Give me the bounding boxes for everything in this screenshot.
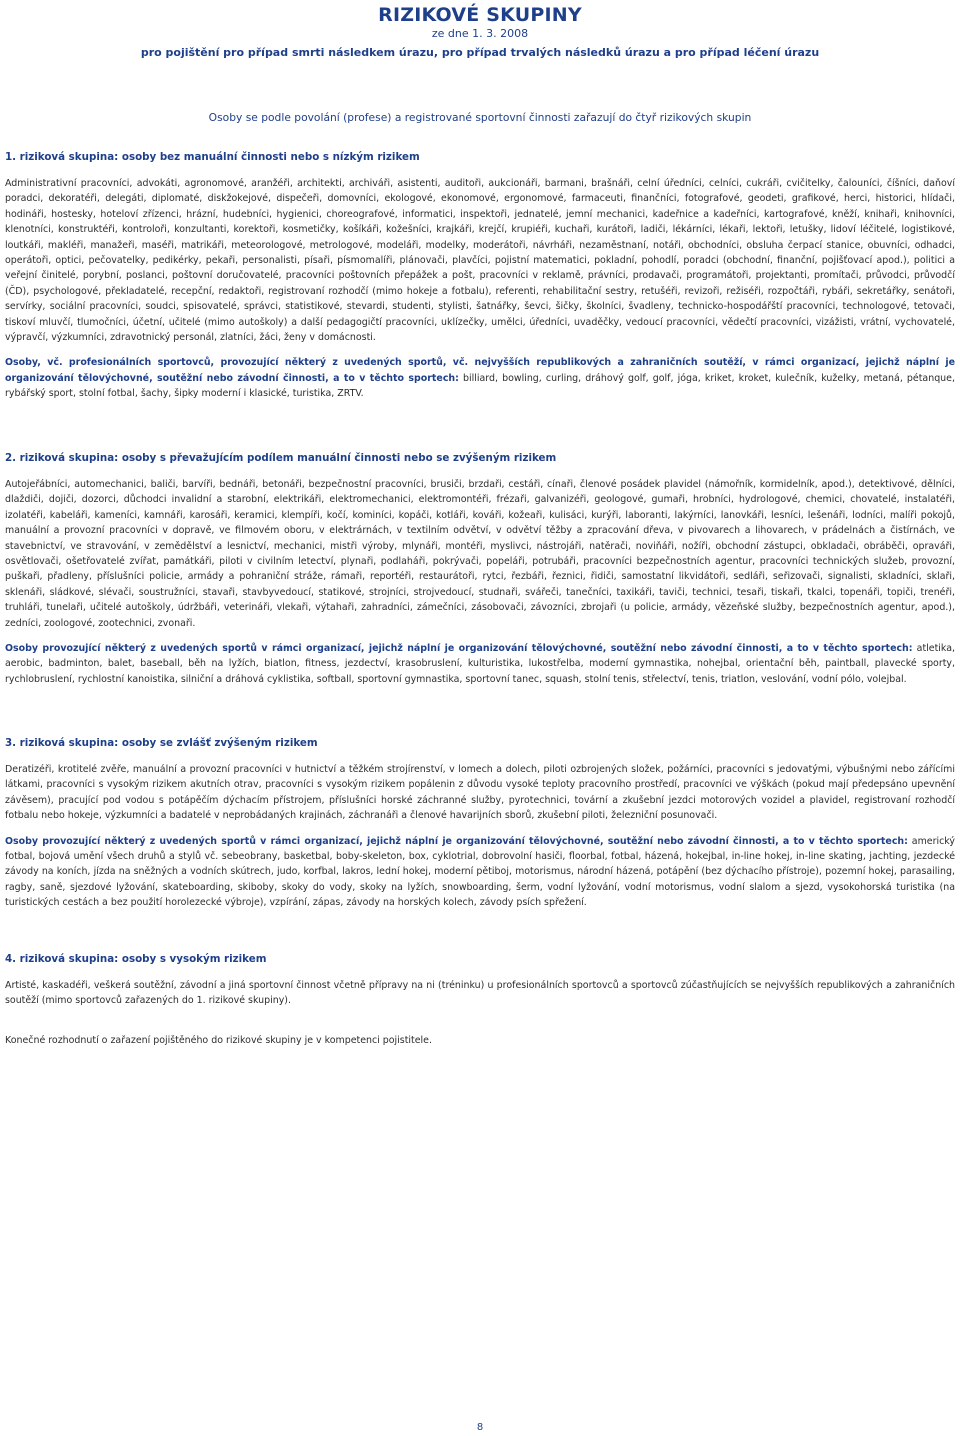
risk-group-3-sports-intro: Osoby provozující některý z uvedených sportů v rámci organizací, jejichž náplní je organizování tělovýchovné, soutěžní nebo závodní činnosti, a to v těchto sportech: bbox=[5, 835, 908, 847]
risk-group-2-sports-list: atletika, aerobic, badminton, balet, baseball, běh na lyžích, biatlon, fitness, jezdectví, krasobruslení, kulturistika, lukostřelba, moderní gymnastika, nohejbal, orientační běh, paintball, plavecké sporty, rychlobruslení, rychlostní kanoistika, silniční a dráhová cyklistika, softball, sportovní gymnastika, sportovní tanec, squash, stolní tenis, střelectví, tenis, triatlon, veslování, vodní pólo, volejbal. bbox=[5, 643, 955, 685]
risk-group-3-sports bbox=[5, 834, 955, 911]
risk-group-2 bbox=[5, 451, 955, 687]
risk-group-4-text: Artisté, kaskadéři, veškerá soutěžní, závodní a jiná sportovní činnost včetně přípravy na ni (tréninku) u profesionálních sportovců a sportovců zúčastňujících se nejvyšších republikových a zahraničních soutěží (mimo sportovců zařazených do 1. rizikové skupiny). bbox=[5, 980, 955, 1007]
risk-group-2-sports-intro: Osoby provozující některý z uvedených sportů v rámci organizací, jejichž náplní je organizování tělovýchovné, soutěžní nebo závodní činnosti, a to v těchto sportech: bbox=[5, 643, 913, 655]
footer-note: Konečné rozhodnutí o zařazení pojištěného do rizikové skupiny je v kompetenci pojistitele. bbox=[5, 1035, 432, 1046]
intro-text: Osoby se podle povolání (profese) a registrované sportovní činnosti zařazují do čtyř rizikových skupin bbox=[208, 111, 752, 124]
risk-group-1-sports bbox=[5, 355, 955, 401]
risk-group-3 bbox=[5, 736, 955, 911]
risk-group-1 bbox=[5, 150, 955, 402]
risk-group-1-occupations: Administrativní pracovníci, advokáti, agronomové, aranžéři, architekti, archiváři, asistenti, auditoři, aukcionáři, barmani, brašnáři, celní úředníci, celníci, cukráři, cvičitelky, čalouníci, číšníci, daňoví poradci, dekoratéři, delegáti, diplomaté, diskžokejové, dispečeři, domovníci, ekologové, ekonomové, ergonomové, farmaceuti, finančníci, fotografové, geodeti, grafikové, herci, historici, hlídači, hodináři, hostesky, hoteloví zřízenci, hrázní, hudebníci, hygienici, choreografové, informatici, inspektoři, jednatelé, jemní mechanici, kadeřnice a kadeřníci, kartografové, kněží, knihaři, knihovníci, klenotníci, konstruktéři, kontroloři, konzultanti, korektoři, kosmetičky, košíkáři, kožešníci, krajkáři, krejčí, krupiéři, kuchaři, kurátoři, ladiči, lékárníci, lékaři, lektoři, letušky, lidoví léčitelé, logistikové, loutkáři, makléři, manažeři, maséři, matrikáři, meteorologové, metrologové, modeláři, modelky, moderátoři, návrháři, nezaměstnaní, notáři, obchodníci, obsluha čerpací stanice, obuvníci, odhadci, operátoři, optici, pečovatelky, pedikérky, pekaři, personalisti, písaři, písmomalíři, plánovači, plavčíci, pojistní matematici, pokladní, pohodlí, poradci (obchodní, finanční, pojišťovací apod.), politici a veřejní činitelé, porybní, poslanci, poštovní doručovatelé, pracovníci poštovních přepážek a pošt, pracovníci v reklamě, právníci, prodavači, programátoři, projektanti, promítači, průvodci, průvodčí (ČD), psychologové, překladatelé, recepční, redaktoři, registrovaní rozhodčí (mimo hokeje a fotbalu), referenti, rehabilitační sestry, retušéři, revizoři, režiséři, rozpočtáři, rybáři, sekretářky, senátoři, servírky, sociální pracovníci, soudci, spisovatelé, správci, statistikové, stevardi, studenti, stylisti, šatnářky, ševci, šičky, školníci, švadleny, technicko-hospodářští pracovníci, technologové, tetovači, tiskoví mluvčí, tlumočníci, účetní, učitelé (mimo autoškoly) a další pedagogičtí pracovníci, uklízečky, umělci, úředníci, uvaděčky, vedoucí pracovníci, vědečtí pracovníci, vizážisti, vrátní, vychovatelé, výpravčí, výzkumníci, zdravotnický personál, zlatníci, žáci, ženy v domácnosti. bbox=[5, 178, 955, 344]
risk-group-4 bbox=[5, 952, 955, 1009]
risk-group-3-occupations: Deratizéři, krotitelé zvěře, manuální a provozní pracovníci v hutnictví a těžkém strojírenství, v lomech a dolech, piloti ozbrojených složek, požárníci, pracovníci s jedovatými, výbušnými nebo zářícími látkami, pracovníci s vysokým rizikem akutních otrav, pracovníci s vysokým rizikem popálenin z důvodu vysoké teploty pracovního prostředí, pracovníci ve výškách (pokud mají předepsáno upevnění závěsem), pracující pod vodou s potápěčím dýchacím přístrojem, příslušníci horské záchranné služby, pyrotechnici, tovární a zkušební jezdci motorových vozidel a plavidel, registrovaní rozhodčí fotbalu nebo hokeje, výzkumníci a badatelé v neprobádaných krajinách, záchranáři a členové havarijních sborů, zkušební piloti, železniční posunovači. bbox=[5, 764, 955, 822]
risk-group-2-sports bbox=[5, 641, 955, 687]
document-subtitle: pro pojištění pro případ smrti následkem úrazu, pro případ trvalých následků úrazu a pro případ léčení úrazu bbox=[140, 46, 820, 59]
risk-group-1-heading: 1. riziková skupina: osoby bez manuální činnosti nebo s nízkým rizikem bbox=[5, 151, 420, 163]
risk-group-3-heading: 3. riziková skupina: osoby se zvlášť zvýšeným rizikem bbox=[5, 737, 318, 749]
risk-group-2-occupations: Autojeřábníci, automechanici, baliči, barvíři, bednáři, betonáři, bezpečnostní pracovníci, brusiči, brzdaři, cestáři, cínaři, členové posádek plavidel (námořník, kormidelník, apod.), detektivové, dělníci, dlaždiči, dojiči, dozorci, důchodci invalidní a starobní, elektrikáři, elektromechanici, elektromontéři, frézaři, galvanizéři, geologové, gumaři, hrobníci, hydrologové, chemici, chovatelé, instalatéři, izolatéři, kabeláři, kameníci, kamnáři, karosáři, keramici, klempíři, kočí, kominíci, kopáči, kotláři, kováři, kožeaři, kulisáci, kurýři, laboranti, lakýrníci, lanovkáři, lesníci, lešenáři, lodníci, malíři pokojů, manuální a provozní pracovníci v dopravě, ve filmovém oboru, v elektrárnách, v textilním odvětví, v odvětví těžby a zpracování dřeva, v pivovarech a lihovarech, v prádelnách a čistírnách, ve stavebnictví, ve stravování, v zemědělství a lesnictví, mechanici, mistři výroby, mlynáři, montéři, myslivci, nástrojáři, natěrači, noviňáři, nožíři, obchodní zástupci, obkladači, obráběči, opraváři, osvětlovači, ošetřovatelé zvířat, památkáři, piloti v civilním letectví, plynaři, podlaháři, pokrývači, popeláři, potrubáři, pracovníci bezpečnostních agentur, pracovníci technických služeb, provozní, puškaři, přadleny, příslušníci policie, armády a pohraniční stráže, rámaři, reportéři, restaurátoři, rytci, řezbáři, řeznici, řidiči, samostatní likvidátoři, sedláři, seřizovači, signalisti, skladníci, sklaři, sklenáři, sládkové, slévači, soustružníci, stavaři, stavbyvedoucí, statikové, strojníci, strojvedoucí, studnaři, svářeči, tanečníci, taxikáři, taviči, technici, tesaři, tiskaři, tkalci, topenáři, topiči, trenéři, truhláři, tunelaři, učitelé autoškoly, údržbáři, veterináři, vlekaři, výtahaři, zahradníci, zámečníci, zásobovači, závozníci, zbrojaři (u policie, armády, vězeňské služby, bezpečnostních agentur, apod.), zedníci, zoologové, zootechnici, zvonaři. bbox=[5, 479, 955, 629]
page-title: RIZIKOVÉ SKUPINY bbox=[378, 4, 582, 26]
risk-group-1-sports-list: billiard, bowling, curling, dráhový golf, golf, jóga, kriket, kroket, kulečník, kuželky, metaná, pétanque, rybářský sport, stolní fotbal, šachy, šipky moderní i klasické, turistika, ZRTV. bbox=[5, 372, 955, 400]
page-number: 8 bbox=[476, 1422, 484, 1433]
risk-group-1-sports-intro: Osoby, vč. profesionálních sportovců, provozující některý z uvedených sportů, vč. nejvyšších republikových a zahraničních soutěží, v rámci organizací, jejichž náplní je organizování tělovýchovné, soutěžní nebo závodní činnosti, a to v těchto sportech: bbox=[5, 357, 955, 384]
risk-group-2-heading: 2. riziková skupina: osoby s převažujícím podílem manuální činnosti nebo se zvýšeným rizikem bbox=[5, 452, 557, 464]
risk-group-4-heading: 4. riziková skupina: osoby s vysokým rizikem bbox=[5, 953, 267, 965]
document-date: ze dne 1. 3. 2008 bbox=[431, 27, 529, 40]
risk-group-3-sports-list: americký fotbal, bojová umění všech druhů a stylů vč. sebeobrany, basketbal, boby-skeleton, box, cyklotrial, dobrovolní hasiči, floorbal, fotbal, házená, hokejbal, in-line hokej, in-line skating, jachting, jezdecké závody na koních, jízda na sněžných a vodních skútrech, judo, korfbal, lakros, lední hokej, moderní pětiboj, motorismus, národní házená, potápění (bez dýchacího přístroje), pozemní hokej, parasailing, ragby, saně, sjezdové lyžování, skateboarding, skiboby, skoky do vody, skoky na lyžích, snowboarding, šerm, vodní lyžování, vodní motorismus, vodní slalom a sjezd, vysokohorská turistika (na turistických cestách a bez použití horolezecké výbroje), vzpírání, zápas, závody na horských kolech, závody psích spřežení. bbox=[5, 835, 955, 909]
